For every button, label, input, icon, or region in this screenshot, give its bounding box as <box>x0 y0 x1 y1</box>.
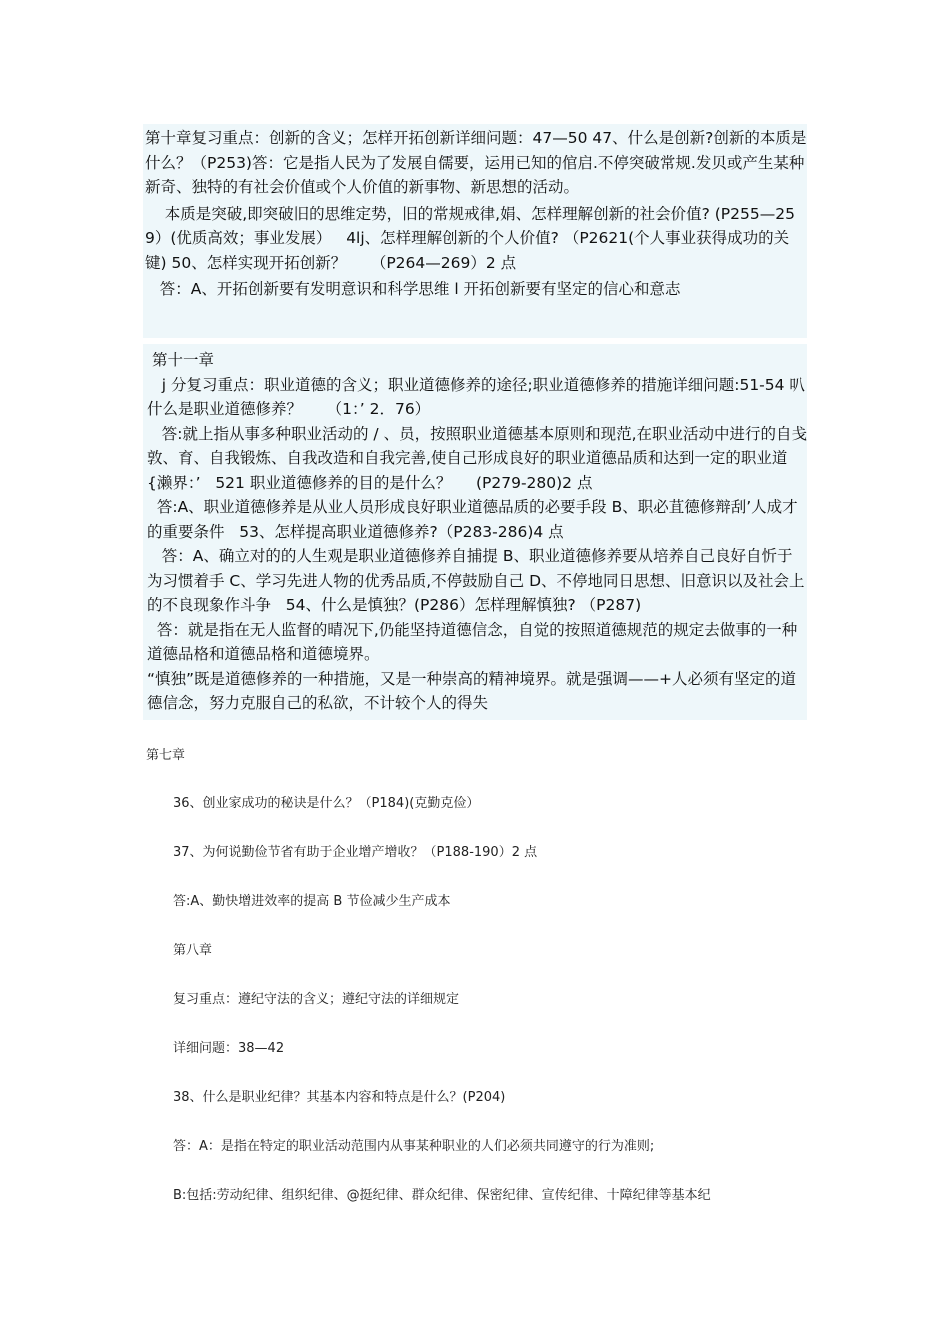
ch10-paragraph-3: 答：A、开拓创新要有发明意识和科学思维 l 开拓创新要有坚定的信心和意志 <box>145 280 681 298</box>
ch11-paragraph-5: 答：就是指在无人监督的晴况下,仍能坚持道德信念，自觉的按照道德规范的规定去做事的一种道德品格和道德品格和道德境界。 <box>147 620 798 663</box>
answer-38-b: B:包括:劳动纪律、组织纪律、@挺纪律、群众纪律、保密纪律、宣传纪律、十障纪律等基本纪 <box>173 1188 711 1203</box>
ch11-paragraph-4: 答：A、确立对的的人生观是职业道德修养自捕提 B、职业道德修养要从培养自己良好自忻于为习惯着手 C、学习先进人物的优秀品质,不停鼓励自己 D、不停地同日思想、旧意识以及社会上的不良现象作斗争 54、什么是慎独？(P286）怎样理解慎独? （P287) <box>147 547 805 614</box>
ch11-heading: 第十一章 <box>147 351 214 369</box>
detail-questions-ch8: 详细问题：38—42 <box>173 1041 285 1056</box>
ch10-paragraph-1: 第十章复习重点：创新的含义；怎样开拓创新详细问题：47—50 47、什么是创新?创新的本质是什么？（P253)答：它是指人民为了发展自儒要，运用已知的倌启.不停突破常规.发贝或产生某种新奇、独特的有社会价值或个人价值的新事物、新思想的活动。 <box>145 129 807 196</box>
ch11-paragraph-3: 答:A、职业道德修养是从业人员形成良好职业道德品质的必要手段 B、职必苴德修辩刮’人成才的重要条件 53、怎样提高职业道德修养?（P283-286)4 点 <box>147 498 798 541</box>
chapter-10-section <box>143 124 807 338</box>
ch11-paragraph-1: j 分复习重点：职业道德的含义；职业道德修养的途径;职业道德修养的措施详细问题:51-54 叭什么是职业道德修养？ （1：’ 2．76） <box>147 375 805 418</box>
ch10-paragraph-2: 本质是突破,即突破旧的思维定势，旧的常规戒律,娟、怎样理解创新的社会价值? (P255—259）(优质高效；事业发展） 4lj、怎样理解创新的个人价值? （P2621(个人事业获得成功的关键) 50、怎样实现开拓创新？ （P264—269）2 点 <box>145 204 795 272</box>
chapter-8-heading: 第八章 <box>173 943 213 958</box>
chapter-7-heading: 第七章 <box>146 748 186 763</box>
ch11-paragraph-2: 答:就上指从事多种职业活动的 / 、员，按照职业道德基本原则和现范,在职业活动中进行的自戋敦、育、自我锻炼、自我改造和自我完善,使自己形成良好的职业道德品质和达到一定的职业道{濑界：’ 521 职业道德修养的目的是什么？ (P279-280)2 点 <box>147 424 808 492</box>
answer-38-a: 答：A：是指在特定的职业活动范围内从事某种职业的人们必须共同遵守的行为准则; <box>173 1139 655 1154</box>
answer-37: 答:A、勤快增进效率的提高 B 节俭减少生产成本 <box>173 894 451 909</box>
question-36: 36、创业家成功的秘诀是什么？（P184)(克勤克俭） <box>173 796 480 811</box>
question-38: 38、什么是职业纪律？其基本内容和特点是什么？(P204) <box>173 1090 506 1105</box>
question-37: 37、为何说勤俭节省有助于企业增产增收？（P188-190）2 点 <box>173 845 538 860</box>
chapter-11-section <box>143 344 807 720</box>
ch11-paragraph-6: “慎独”既是道德修养的一种措施，又是一种崇高的精神境界。就是强调——+人必须有坚定的道德信念，努力克服自己的私欲，不计较个人的得失 <box>147 669 797 712</box>
review-focus-ch8: 复习重点：遵纪守法的含义；遵纪守法的详细规定 <box>173 992 460 1007</box>
